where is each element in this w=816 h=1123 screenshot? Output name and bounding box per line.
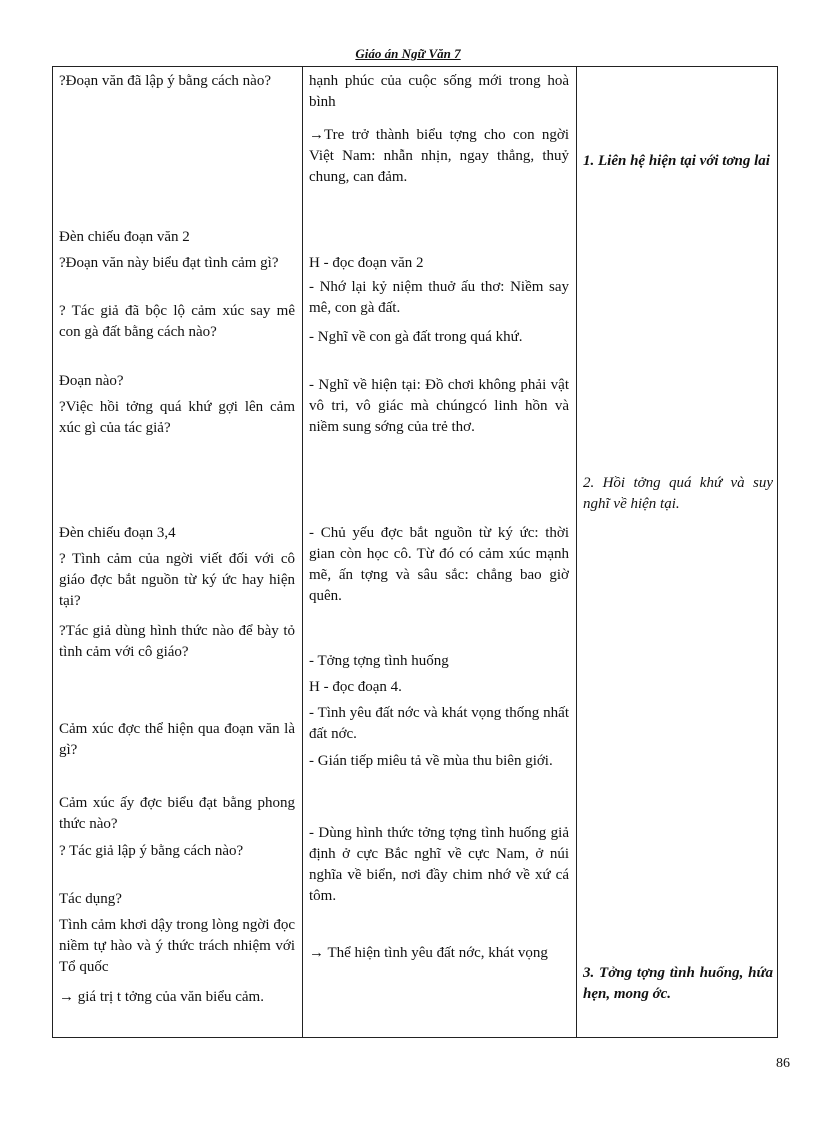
teacher-question-cam-xuc: Cảm xúc đợc thể hiện qua đoạn văn là gì? (59, 721, 295, 758)
column-divider-1 (302, 67, 303, 1037)
teacher-question-hinh-thuc: ?Tác giả dùng hình thức nào để bày tỏ tình cảm với cô giáo? (59, 623, 295, 660)
teacher-den-chieu-34: Đèn chiếu đoạn 3,4 (59, 525, 176, 541)
student-tinh-yeu: - Tình yêu đất nớc và khát vọng thống nhất đất nớc. (309, 705, 569, 742)
teacher-den-chieu-2: Đèn chiếu đoạn văn 2 (59, 229, 190, 245)
column-divider-2 (576, 67, 577, 1037)
student-nho-lai: - Nhớ lại kỷ niệm thuở ấu thơ: Niềm say mê, con gà đất. (309, 279, 569, 316)
student-tong-tong: - Tởng tợng tình huống (309, 653, 449, 669)
teacher-question-boc-lo: ? Tác giả đã bộc lộ cảm xúc say mê con gà đất bằng cách nào? (59, 303, 295, 340)
teacher-question-doan-nao: Đoạn nào? (59, 373, 124, 389)
teacher-question-lap-y-2: ? Tác giả lập ý bằng cách nào? (59, 843, 244, 859)
student-doc-doan-4: H - đọc đoạn 4. (309, 679, 402, 695)
student-dung-hinh-thuc: - Dùng hình thức tởng tợng tình huống giả định ở cực Bắc nghĩ về cực Nam, ở núi nghĩa về biển, nơi đầy chim nhớ về xứ cá tôm. (309, 825, 569, 904)
student-gian-tiep: - Gián tiếp miêu tả về mùa thu biên giới. (309, 753, 553, 769)
student-nghi-ve-hien-tai: - Nghĩ về hiện tại: Đồ chơi không phải vật vô tri, vô giác mà chúngcó linh hồn và niềm sung sớng của trẻ thơ. (309, 377, 569, 435)
student-tre: →Tre trở thành biểu tợng cho con ngời Việt Nam: nhẫn nhịn, ngay thẳng, thuỷ chung, can đảm. (309, 127, 569, 185)
document-header: Giáo án Ngữ Văn 7 (355, 46, 461, 61)
section-heading-1: 1. Liên hệ hiện tại với tơng lai (583, 153, 770, 169)
student-hanh-phuc: hạnh phúc của cuộc sống mới trong hoà bình (309, 73, 569, 110)
teacher-question-hoi-tuong: ?Việc hồi tởng quá khứ gợi lên cảm xúc gì của tác giả? (59, 399, 295, 436)
teacher-question-phong-thuc: Cảm xúc ấy đợc biểu đạt bằng phong thức nào? (59, 795, 295, 832)
teacher-gia-tri: → giá trị t tởng của văn biểu cảm. (59, 989, 264, 1005)
lesson-table (52, 66, 778, 1038)
student-the-hien: → Thể hiện tình yêu đất nớc, khát vọng (309, 945, 548, 961)
teacher-question-lap-y: ?Đoạn văn đã lập ý bằng cách nào? (59, 73, 271, 89)
student-chu-yeu: - Chủ yếu đợc bắt nguồn từ ký ức: thời gian còn học cô. Từ đó có cảm xúc mạnh mẽ, ấn tợng và sâu sắc: chẳng bao giờ quên. (309, 525, 569, 604)
teacher-question-tinh-cam: ? Tình cảm của ngời viết đối với cô giáo đợc bắt nguồn từ ký ức hay hiện tại? (59, 551, 295, 609)
student-nghi-ve-qua-khu: - Nghĩ về con gà đất trong quá khứ. (309, 329, 523, 345)
page-number: 86 (776, 1056, 790, 1071)
teacher-question-tac-dung: Tác dụng? (59, 891, 122, 907)
teacher-question-bieu-dat: ?Đoạn văn này biểu đạt tình cảm gì? (59, 255, 279, 271)
student-doc-doan-2: H - đọc đoạn văn 2 (309, 255, 424, 271)
teacher-tinh-cam-khoi: Tình cảm khơi dậy trong lòng ngời đọc niềm tự hào và ý thức trách nhiệm với Tổ quốc (59, 917, 295, 975)
section-heading-3: 3. Tởng tợng tình huống, hứa hẹn, mong ớc. (583, 965, 773, 1002)
section-heading-2: 2. Hồi tởng quá khứ và suy nghĩ về hiện tại. (583, 475, 773, 512)
